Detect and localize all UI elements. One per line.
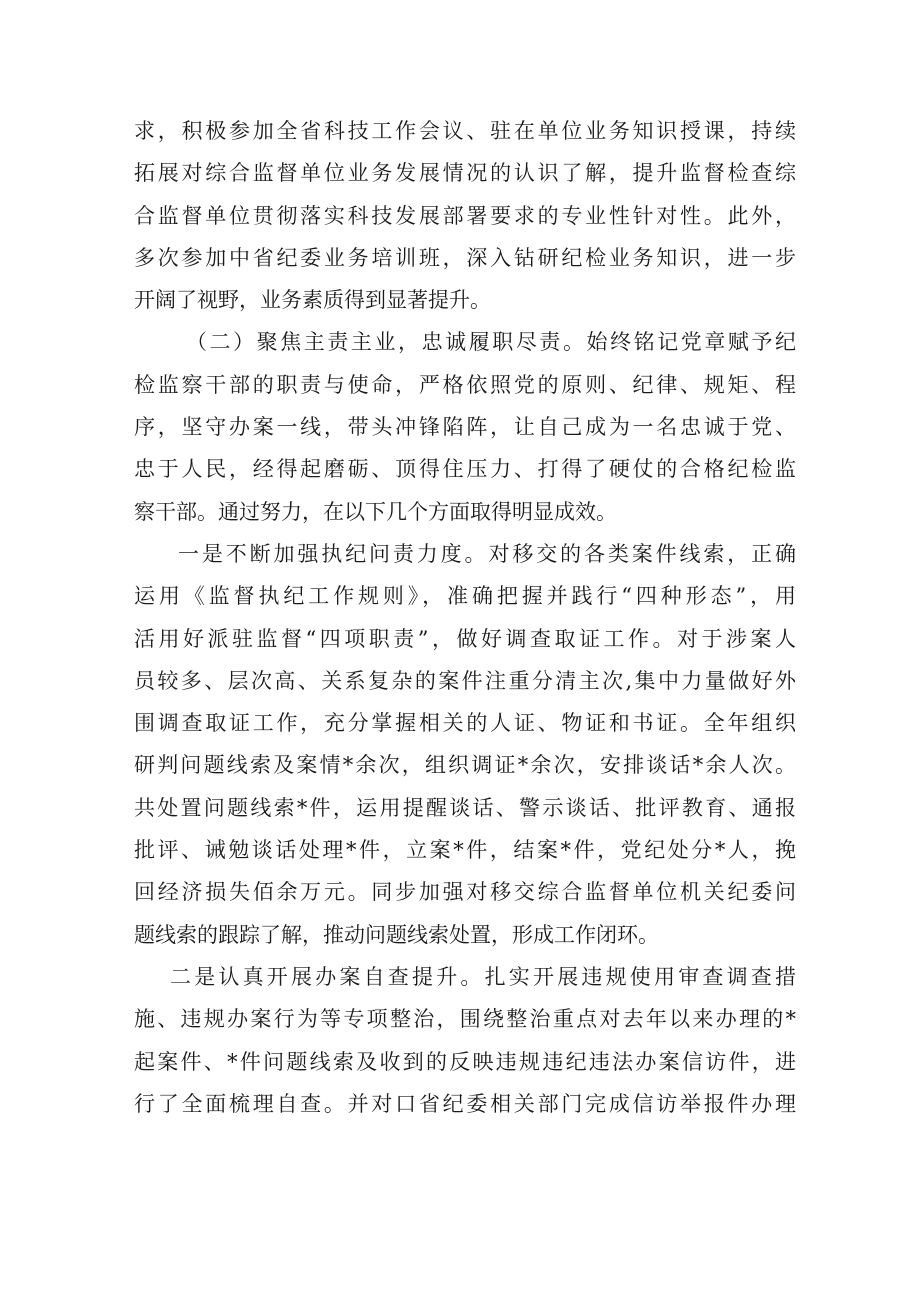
text-line: 察干部。通过努力，在以下几个方面取得明显成效。 xyxy=(134,499,617,524)
text-line: （二）聚焦主责主业，忠诚履职尽责。始终铭记党章赋予纪 xyxy=(186,330,796,355)
text-line: 员较多、层次高、关系复杂的案件注重分清主次,集中力量做好外 xyxy=(134,668,796,693)
text-line: 起案件、*件问题线索及收到的反映违规违纪违法办案信访件，进 xyxy=(134,1049,796,1074)
text-line: 合监督单位贯彻落实科技发展部署要求的专业性针对性。此外， xyxy=(134,203,796,228)
text-line: 多次参加中省纪委业务培训班，深入钻研纪检业务知识，进一步 xyxy=(134,245,796,270)
text-line: 序，坚守办案一线，带头冲锋陷阵，让自己成为一名忠诚于党、 xyxy=(134,415,796,440)
text-line: 围调查取证工作，充分掌握相关的人证、物证和书证。全年组织 xyxy=(134,711,796,736)
text-line: 检监察干部的职责与使命，严格依照党的原则、纪律、规矩、程 xyxy=(134,372,796,397)
text-line: 运用《监督执纪工作规则》，准确把握并践行“四种形态”，用 xyxy=(134,584,796,609)
paragraph-case-self-review xyxy=(134,956,796,1125)
paragraph-section-two xyxy=(134,321,796,532)
document-body xyxy=(134,110,796,1125)
text-line: 研判问题线索及案情*余次，组织调证*余次，安排谈话*余人次。 xyxy=(134,753,796,778)
text-line: 忠于人民，经得起磨砺、顶得住压力、打得了硬仗的合格纪检监 xyxy=(134,457,796,482)
text-line: 一是不断加强执纪问责力度。对移交的各类案件线索，正确 xyxy=(178,541,796,566)
paragraph-continuation xyxy=(134,110,796,321)
text-line: 拓展对综合监督单位业务发展情况的认识了解，提升监督检查综 xyxy=(134,161,796,186)
text-line: 批评、诫勉谈话处理*件，立案*件，结案*件，党纪处分*人，挽 xyxy=(134,838,796,863)
text-line: 开阔了视野，业务素质得到显著提升。 xyxy=(134,288,491,313)
text-line: 题线索的跟踪了解，推动问题线索处置，形成工作闭环。 xyxy=(134,922,659,947)
text-line: 活用好派驻监督“四项职责”，做好调查取证工作。对于涉案人 xyxy=(134,626,796,651)
text-line: 回经济损失佰余万元。同步加强对移交综合监督单位机关纪委问 xyxy=(134,880,796,905)
text-line: 施、违规办案行为等专项整治，围绕整治重点对去年以来办理的* xyxy=(134,1007,796,1032)
text-line: 行了全面梳理自查。并对口省纪委相关部门完成信访举报件办理 xyxy=(134,1091,796,1116)
text-line: 二是认真开展办案自查提升。扎实开展违规使用审查调查措 xyxy=(170,964,796,989)
text-line: 求，积极参加全省科技工作会议、驻在单位业务知识授课，持续 xyxy=(134,119,796,143)
paragraph-discipline-enforcement xyxy=(134,533,796,956)
text-line: 共处置问题线索*件，运用提醒谈话、警示谈话、批评教育、通报 xyxy=(134,795,796,820)
